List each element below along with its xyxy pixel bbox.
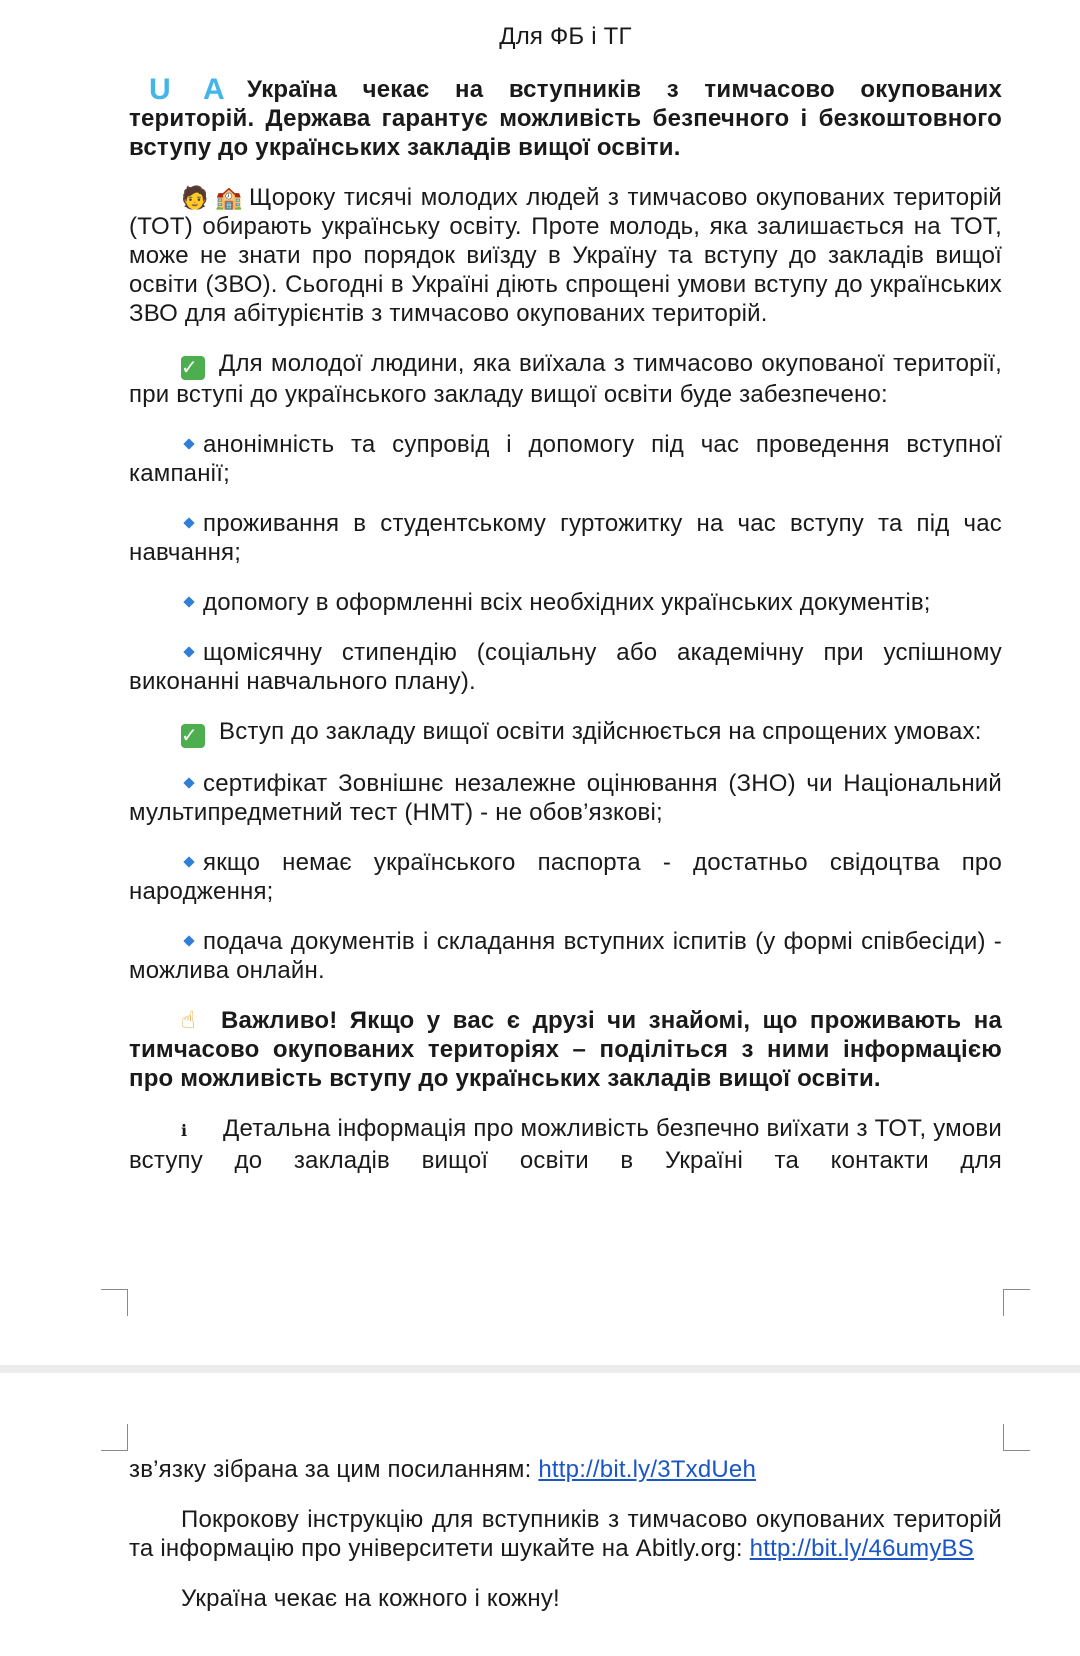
paragraph-provided <box>129 349 1002 409</box>
paragraph-intro-text: Україна чекає на вступників з тимчасово окупованих територій. Держава гарантує можливість безпечного і безкоштовного вступу до українських закладів вищої освіти. <box>129 76 1002 161</box>
list-item <box>129 430 1002 488</box>
list-item <box>129 848 1002 906</box>
blue-diamond-icon <box>183 517 194 528</box>
paragraph-provided-text: Для молодої людини, яка виїхала з тимчасово окупованої території, при вступі до українського закладу вищої освіти буде забезпечено: <box>129 350 1002 408</box>
list-item-text: сертифікат Зовнішнє незалежне оцінювання (ЗНО) чи Національний мультипредметний тест (НМТ) - не обов’язкові; <box>129 770 1002 826</box>
paragraph-important <box>129 1006 1002 1093</box>
person-emoji-icon: 🧑 <box>181 185 209 210</box>
page-corner-mark <box>1003 1289 1030 1316</box>
list-item <box>129 638 1002 696</box>
paragraph-simplified <box>129 717 1002 748</box>
pointing-finger-icon: ☝ <box>181 1007 196 1034</box>
paragraph-details-text-part1: Детальна інформація про можливість безпечно виїхати з ТОТ, умови вступу до закладів вищої освіти в Україні та контакти для <box>129 1115 1002 1174</box>
check-mark-icon: ✓ <box>181 724 205 748</box>
blue-diamond-icon <box>183 438 194 449</box>
list-item <box>129 588 1002 617</box>
list-item <box>129 769 1002 827</box>
list-item-text: якщо немає українського паспорта - достатньо свідоцтва про народження; <box>129 849 1002 905</box>
paragraph-details-part2 <box>129 1455 1002 1484</box>
page-1-content <box>129 0 1002 1196</box>
paragraph-simplified-text: Вступ до закладу вищої освіти здійснюється на спрощених умовах: <box>219 718 982 745</box>
document-title: Для ФБ і ТГ <box>499 23 632 50</box>
page-corner-mark <box>101 1424 128 1451</box>
blue-diamond-icon <box>183 856 194 867</box>
blue-diamond-icon <box>183 777 194 788</box>
check-mark-icon: ✓ <box>181 356 205 380</box>
paragraph-closing-text: Україна чекає на кожного і кожну! <box>181 1585 560 1612</box>
paragraph-details-text-part2: зв’язку зібрана за цим посиланням: <box>129 1456 539 1483</box>
blue-diamond-icon <box>183 646 194 657</box>
school-emoji-icon: 🏫 <box>215 185 243 210</box>
paragraph-closing <box>129 1584 1002 1613</box>
page-corner-mark <box>1003 1424 1030 1451</box>
list-item-text: допомогу в оформленні всіх необхідних українських документів; <box>203 589 931 616</box>
list-item-text: анонімність та супровід і допомогу під час проведення вступної кампанії; <box>129 431 1002 487</box>
paragraph-every-year-text: Щороку тисячі молодих людей з тимчасово окупованих територій (ТОТ) обирають українську освіту. Проте молодь, яка залишається на ТОТ, може не знати про порядок виїзду в Україну та вступу до закладів вищої освіти (ЗВО). Сьогодні в Україні діють спрощені умови вступу до українських ЗВО для абітурієнтів з тимчасово окупованих територій. <box>129 184 1002 327</box>
paragraph-instructions <box>129 1505 1002 1563</box>
list-item-text: подача документів і складання вступних іспитів (у формі співбесіди) - можлива онлайн. <box>129 928 1002 984</box>
paragraph-intro <box>129 75 1002 162</box>
list-item-text: проживання в студентському гуртожитку на час вступу та під час навчання; <box>129 510 1002 566</box>
blue-diamond-icon <box>183 935 194 946</box>
paragraph-instructions-text: Покрокову інструкцію для вступників з тимчасово окупованих територій та інформацію про університети шукайте на Abitly.org: <box>129 1506 1002 1562</box>
list-item-text: щомісячну стипендію (соціальну або академічну при успішному виконанні навчального плану). <box>129 639 1002 695</box>
paragraph-details-part1 <box>129 1114 1002 1175</box>
page-corner-mark <box>101 1289 128 1316</box>
blue-diamond-icon <box>183 596 194 607</box>
list-item <box>129 509 1002 567</box>
details-link[interactable]: http://bit.ly/3TxdUeh <box>538 1456 756 1483</box>
info-icon: ℹ <box>181 1123 188 1140</box>
instructions-link[interactable]: http://bit.ly/46umyBS <box>749 1535 974 1562</box>
ua-u-icon: U <box>149 73 171 106</box>
paragraph-every-year <box>129 183 1002 328</box>
page-2-content <box>129 1455 1002 1634</box>
paragraph-important-text: Важливо! Якщо у вас є друзі чи знайомі, що проживають на тимчасово окупованих територіях – поділіться з ними інформацією про можливість вступу до українських закладів вищої освіти. <box>129 1007 1002 1092</box>
document-page-2 <box>0 1373 1080 1656</box>
ua-a-icon: A <box>203 73 225 106</box>
page-separator <box>0 1365 1080 1373</box>
list-item <box>129 927 1002 985</box>
